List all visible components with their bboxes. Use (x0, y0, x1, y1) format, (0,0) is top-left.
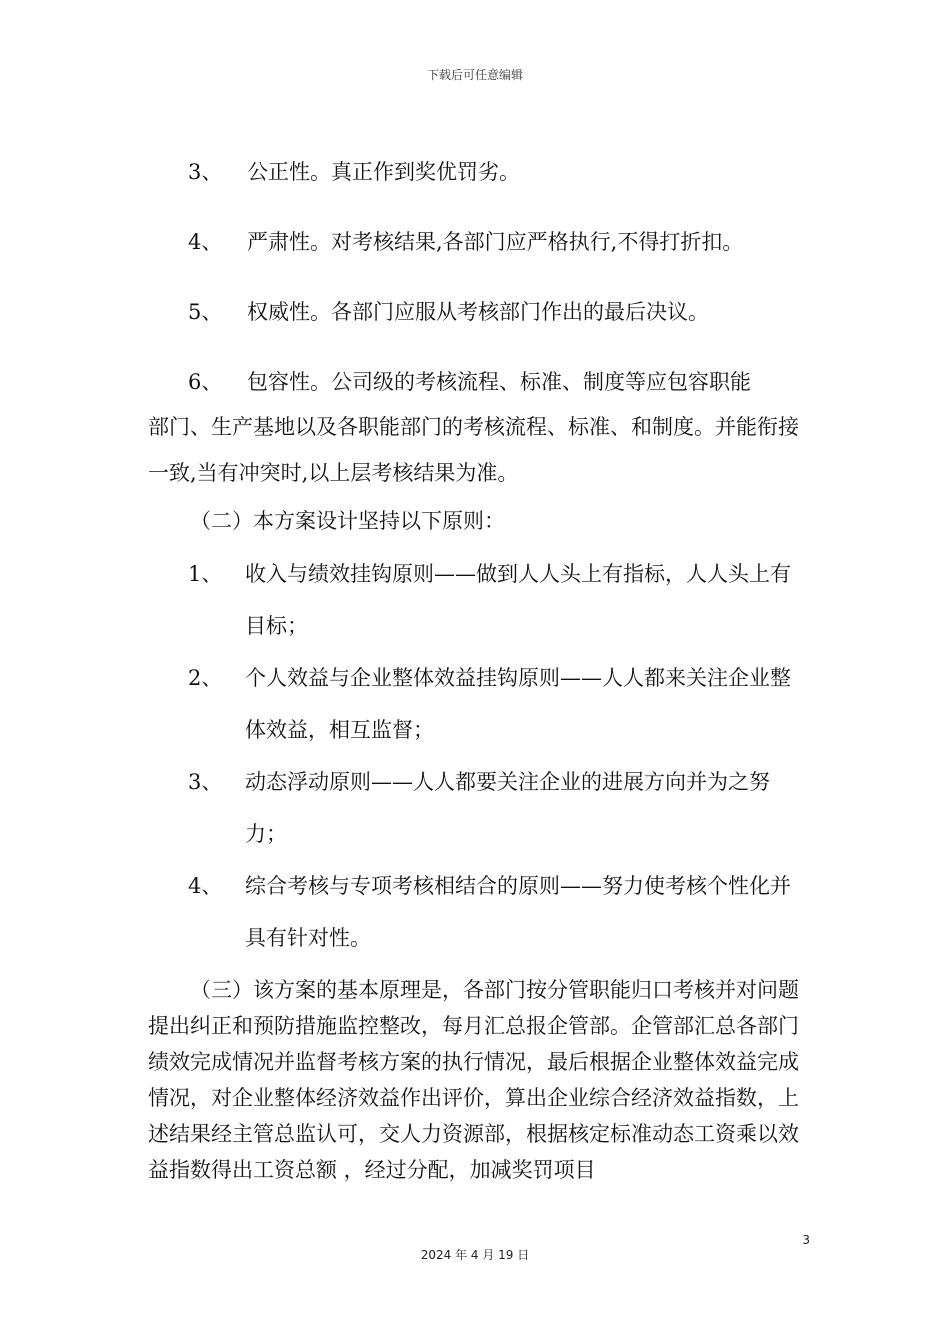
item-text: 综合考核与专项考核相结合的原则——努力使考核个性化并具有针对性。 (245, 874, 791, 950)
principle-item-3 (148, 146, 810, 216)
item-number: 6、 (188, 370, 223, 394)
principle-item-5 (148, 286, 810, 356)
page-footer-date: 2024 年 4 月 19 日 (420, 1248, 530, 1262)
page-number: 3 (802, 1233, 810, 1247)
principle-item-6 (148, 356, 810, 408)
page-header: 下载后可任意编辑 (426, 68, 523, 82)
item-text: 个人效益与企业整体效益挂钩原则——人人都来关注企业整体效益，相互监督； (245, 666, 791, 742)
document-body (148, 128, 810, 1188)
item-number: 4、 (188, 874, 223, 898)
section-2-item-2 (148, 652, 810, 756)
item-text: 权威性。各部门应服从考核部门作出的最后决议。 (247, 300, 709, 324)
item-number: 5、 (188, 300, 223, 324)
item-text: 公正性。真正作到奖优罚劣。 (247, 160, 520, 184)
item-text: 收入与绩效挂钩原则——做到人人头上有指标，人人头上有目标； (245, 562, 791, 638)
section-2-item-3 (148, 756, 810, 860)
section-3-paragraph: （三）该方案的基本原理是，各部门按分管职能归口考核并对问题提出纠正和预防措施监控整改，每月汇总报企管部。企管部汇总各部门绩效完成情况并监督考核方案的执行情况，最后根据企业整体效益完成情况，对企业整体经济效益作出评价，算出企业综合经济效益指数，上述结果经主管总监认可，交人力资源部，根据核定标准动态工资乘以效益指数得出工资总额 ，经过分配，加减奖罚项目 (148, 978, 799, 1182)
section-2-item-4 (148, 860, 810, 964)
item-number: 3、 (188, 160, 223, 184)
item-number: 3、 (188, 770, 223, 794)
principle-item-4 (148, 216, 810, 286)
item-text: 严肃性。对考核结果,各部门应严格执行,不得打折扣。 (247, 230, 744, 254)
item-text: 动态浮动原则——人人都要关注企业的进展方向并为之努力； (245, 770, 770, 846)
item-6-continuation: 部门、生产基地以及各职能部门的考核流程、标准、和制度。并能衔接一致,当有冲突时,以上层考核结果为准。 (148, 415, 799, 485)
section-2-item-1 (148, 548, 810, 652)
item-number: 1、 (188, 562, 223, 586)
item-number: 4、 (188, 230, 223, 254)
item-number: 2、 (188, 666, 223, 690)
item-text-line1: 包容性。公司级的考核流程、标准、制度等应包容职能 (247, 370, 751, 394)
section-2-heading: （二）本方案设计坚持以下原则： (190, 509, 505, 533)
